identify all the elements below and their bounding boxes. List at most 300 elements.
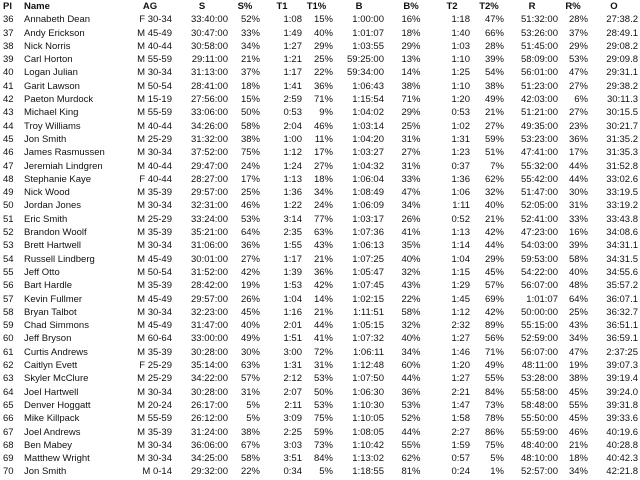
cell-b: 59:34:00 [347,67,384,79]
header-o: O [610,1,618,12]
cell-ag: M 15-19 [137,94,172,106]
header-t1-pct: T1% [306,1,327,12]
cell-pl: 48 [3,173,14,185]
cell-pl: 50 [3,200,14,212]
cell-t1-pct: 42% [313,280,333,292]
cell-r-pct: 31% [568,200,588,212]
header-b: B [355,1,363,12]
cell-b-pct: 44% [401,426,421,438]
cell-name: Nick Norris [24,40,71,52]
cell-t1: 3:51 [283,453,302,465]
cell-s: 28:27:00 [191,173,228,185]
cell-t2: 0:53 [451,107,470,119]
cell-t1: 2:35 [283,227,302,239]
cell-t2-pct: 69% [484,293,504,305]
cell-t2: 1:31 [451,133,470,145]
cell-s-pct: 5% [246,399,260,411]
cell-pl: 44 [3,120,14,132]
cell-s-pct: 64% [240,227,260,239]
cell-s-pct: 27% [240,253,260,265]
cell-b: 1:13:02 [352,453,384,465]
cell-ag: M 30-34 [137,200,172,212]
cell-o: 39:24.0 [606,386,638,398]
cell-t2-pct: 62% [484,173,504,185]
cell-t2-pct: 40% [484,200,504,212]
cell-t2-pct: 57% [484,280,504,292]
cell-s: 31:24:00 [191,426,228,438]
cell-o: 33:02.6 [606,173,638,185]
cell-r-pct: 43% [568,320,588,332]
cell-o: 27:38.2 [606,14,638,26]
cell-t2: 1:46 [451,346,470,358]
cell-pl: 49 [3,187,14,199]
header-s-pct: S% [237,1,253,12]
table-row [0,399,640,412]
table-row [0,439,640,452]
cell-t1: 1:17 [283,67,302,79]
cell-r-pct: 33% [568,213,588,225]
cell-t2-pct: 49% [484,94,504,106]
cell-ag: M 45-49 [137,293,172,305]
cell-t2: 1:10 [451,80,470,92]
cell-t1: 0:53 [283,107,302,119]
cell-name: Caitlyn Evett [24,360,78,372]
cell-r: 1:01:07 [526,293,558,305]
cell-r: 56:07:00 [521,346,558,358]
cell-t1-pct: 31% [313,360,333,372]
cell-t1-pct: 5% [319,466,333,478]
cell-name: Ben Mabey [24,439,73,451]
cell-b-pct: 38% [401,80,421,92]
cell-pl: 36 [3,14,14,26]
cell-s-pct: 37% [240,67,260,79]
cell-b-pct: 41% [401,227,421,239]
cell-r-pct: 39% [568,240,588,252]
cell-t2-pct: 42% [484,227,504,239]
cell-t2: 2:21 [451,386,470,398]
table-row [0,93,640,106]
cell-r-pct: 17% [568,147,588,159]
cell-s: 29:47:00 [191,160,228,172]
cell-t1: 3:03 [283,439,302,451]
cell-r: 55:58:00 [521,386,558,398]
cell-t1: 1:21 [283,54,302,66]
table-row [0,133,640,146]
cell-b-pct: 71% [401,94,421,106]
cell-s-pct: 53% [240,213,260,225]
table-row [0,27,640,40]
cell-pl: 47 [3,160,14,172]
cell-b-pct: 14% [401,67,421,79]
cell-t1-pct: 21% [313,253,333,265]
cell-t2-pct: 55% [484,373,504,385]
cell-ag: F 40-44 [139,173,172,185]
cell-r: 50:00:00 [521,306,558,318]
cell-b-pct: 55% [401,439,421,451]
cell-name: Bryan Talbot [24,306,77,318]
cell-t1: 1:04 [283,293,302,305]
cell-t1: 1:08 [283,14,302,26]
cell-b: 1:10:30 [352,399,384,411]
cell-t1-pct: 25% [313,54,333,66]
cell-t1-pct: 46% [313,120,333,132]
cell-s-pct: 22% [240,466,260,478]
cell-pl: 61 [3,346,14,358]
cell-name: Bart Hardle [24,280,73,292]
cell-b-pct: 58% [401,306,421,318]
cell-t2-pct: 49% [484,360,504,372]
table-row [0,146,640,159]
cell-name: Jeff Bryson [24,333,72,345]
table-row [0,412,640,425]
cell-t2: 1:03 [451,40,470,52]
cell-t1-pct: 40% [313,27,333,39]
cell-s: 29:11:00 [191,54,228,66]
cell-r: 55:59:00 [521,426,558,438]
table-row [0,80,640,93]
cell-t1-pct: 9% [319,107,333,119]
cell-t1-pct: 15% [313,14,333,26]
cell-name: Michael King [24,107,79,119]
cell-s: 29:57:00 [191,293,228,305]
cell-r: 53:26:00 [521,27,558,39]
cell-b-pct: 36% [401,386,421,398]
cell-t1-pct: 59% [313,426,333,438]
cell-t1-pct: 22% [313,67,333,79]
cell-ag: M 30-34 [137,147,172,159]
cell-t2-pct: 66% [484,27,504,39]
cell-s: 35:14:00 [191,360,228,372]
cell-b: 1:15:54 [352,94,384,106]
cell-name: Jeff Otto [24,266,60,278]
cell-name: Matthew Wright [24,453,90,465]
cell-name: Carl Horton [24,54,73,66]
table-row [0,386,640,399]
cell-t1: 3:14 [283,213,302,225]
cell-r: 51:21:00 [521,107,558,119]
cell-t2-pct: 32% [484,187,504,199]
table-row [0,465,640,478]
cell-name: Skyler McClure [24,373,89,385]
cell-r: 52:41:00 [521,213,558,225]
cell-t1: 0:34 [283,466,302,478]
cell-r-pct: 58% [568,253,588,265]
cell-s-pct: 58% [240,453,260,465]
cell-r: 48:11:00 [521,360,558,372]
cell-r-pct: 47% [568,346,588,358]
table-row [0,372,640,385]
cell-ag: F 25-29 [139,360,172,372]
cell-r: 58:48:00 [521,399,558,411]
cell-s-pct: 31% [240,386,260,398]
cell-r: 48:10:00 [521,453,558,465]
header-pl: Pl [3,1,12,12]
cell-t2: 1:23 [451,147,470,159]
cell-t1: 1:36 [283,187,302,199]
cell-ag: M 40-44 [137,40,172,52]
cell-b: 1:03:17 [352,213,384,225]
cell-o: 39:33.6 [606,413,638,425]
cell-r-pct: 21% [568,439,588,451]
cell-s: 31:06:00 [191,240,228,252]
cell-ag: M 45-49 [137,320,172,332]
cell-s: 35:21:00 [191,227,228,239]
cell-b-pct: 31% [401,133,421,145]
cell-o: 34:31.5 [606,253,638,265]
cell-t2: 0:52 [451,213,470,225]
cell-pl: 70 [3,466,14,478]
cell-t2: 1:47 [451,399,470,411]
cell-r-pct: 45% [568,386,588,398]
cell-r: 47:41:00 [521,147,558,159]
cell-r: 54:03:00 [521,240,558,252]
cell-r: 58:09:00 [521,54,558,66]
cell-s-pct: 38% [240,133,260,145]
cell-o: 40:42.3 [606,453,638,465]
cell-s-pct: 38% [240,426,260,438]
cell-t2: 1:36 [451,173,470,185]
cell-r-pct: 36% [568,133,588,145]
cell-s: 34:22:00 [191,373,228,385]
cell-b: 1:12:48 [352,360,384,372]
cell-r: 56:07:00 [521,280,558,292]
cell-o: 33:19.5 [606,187,638,199]
cell-b-pct: 40% [401,333,421,345]
cell-t2: 1:14 [451,240,470,252]
cell-t2-pct: 86% [484,426,504,438]
cell-t2-pct: 89% [484,320,504,332]
cell-b: 1:06:30 [352,386,384,398]
cell-t2-pct: 44% [484,240,504,252]
cell-s-pct: 45% [240,306,260,318]
cell-s-pct: 18% [240,80,260,92]
cell-t1: 1:41 [283,80,302,92]
cell-o: 42:21.8 [606,466,638,478]
cell-t1: 2:04 [283,120,302,132]
cell-t1: 2:25 [283,426,302,438]
cell-r-pct: 48% [568,280,588,292]
cell-b: 1:06:04 [352,173,384,185]
cell-t2: 1:04 [451,253,470,265]
cell-r-pct: 55% [568,399,588,411]
cell-r: 51:32:00 [521,14,558,26]
cell-o: 31:35.3 [606,147,638,159]
table-row [0,199,640,212]
cell-pl: 63 [3,373,14,385]
cell-t2: 1:59 [451,439,470,451]
cell-s-pct: 21% [240,54,260,66]
cell-r-pct: 40% [568,266,588,278]
cell-pl: 66 [3,413,14,425]
cell-r-pct: 18% [568,453,588,465]
cell-name: Garit Lawson [24,80,80,92]
cell-o: 34:31.1 [606,240,638,252]
cell-name: Brandon Woolf [24,227,87,239]
cell-o: 39:31.8 [606,399,638,411]
table-row [0,319,640,332]
cell-name: Eric Smith [24,213,68,225]
cell-t2: 2:32 [451,320,470,332]
cell-ag: M 55-59 [137,54,172,66]
cell-s-pct: 50% [240,107,260,119]
cell-b-pct: 29% [401,40,421,52]
header-t2: T2 [446,1,458,12]
cell-t1-pct: 75% [313,413,333,425]
header-ag: AG [142,1,158,12]
cell-s-pct: 57% [240,373,260,385]
table-row [0,213,640,226]
cell-name: Stephanie Kaye [24,173,92,185]
cell-r-pct: 53% [568,54,588,66]
cell-pl: 68 [3,439,14,451]
table-body [0,13,640,478]
cell-t1-pct: 43% [313,240,333,252]
cell-r-pct: 38% [568,373,588,385]
cell-r-pct: 28% [568,14,588,26]
cell-b: 1:06:09 [352,200,384,212]
cell-t1: 1:17 [283,253,302,265]
table-row [0,13,640,26]
header-name: Name [24,1,50,12]
cell-o: 33:43.8 [606,213,638,225]
cell-ag: M 50-54 [137,266,172,278]
header-b-pct: B% [403,1,419,12]
cell-t1: 1:51 [283,333,302,345]
cell-b-pct: 35% [401,240,421,252]
cell-s: 31:13:00 [191,67,228,79]
cell-s-pct: 30% [240,346,260,358]
cell-b: 1:07:50 [352,373,384,385]
cell-t2-pct: 84% [484,386,504,398]
cell-b: 1:11:51 [353,306,384,318]
cell-o: 30:11.3 [607,94,638,106]
cell-t2-pct: 39% [484,54,504,66]
cell-pl: 58 [3,306,14,318]
cell-b: 1:06:13 [352,240,384,252]
cell-ag: M 35-39 [137,426,172,438]
cell-s-pct: 40% [240,320,260,332]
cell-ag: M 35-39 [137,187,172,199]
cell-b-pct: 16% [401,14,421,26]
cell-o: 30:15.5 [606,107,638,119]
cell-b-pct: 52% [401,413,421,425]
cell-o: 31:35.2 [606,133,638,145]
cell-r: 47:23:00 [521,227,558,239]
cell-s: 34:26:00 [191,120,228,132]
cell-t2: 1:20 [451,94,470,106]
cell-b-pct: 32% [401,266,421,278]
cell-t2: 1:11 [452,200,470,212]
cell-b-pct: 47% [401,187,421,199]
cell-s-pct: 24% [240,160,260,172]
cell-r-pct: 46% [568,426,588,438]
cell-b-pct: 27% [401,147,421,159]
cell-s-pct: 46% [240,200,260,212]
cell-ag: M 25-29 [137,213,172,225]
cell-ag: M 30-34 [137,67,172,79]
cell-r-pct: 29% [568,40,588,52]
cell-r-pct: 27% [568,80,588,92]
header-t2-pct: T2% [479,1,499,12]
cell-r: 52:57:00 [521,466,558,478]
cell-t1: 1:53 [283,280,302,292]
cell-name: Andy Erickson [24,27,85,39]
cell-pl: 38 [3,40,14,52]
cell-ag: M 30-34 [137,240,172,252]
cell-b: 1:03:27 [352,147,384,159]
cell-b-pct: 62% [401,453,421,465]
cell-r-pct: 44% [568,173,588,185]
cell-r-pct: 25% [568,306,588,318]
cell-pl: 39 [3,54,14,66]
cell-t2-pct: 78% [484,413,504,425]
cell-t2-pct: 21% [484,107,504,119]
cell-t2: 1:15 [451,266,470,278]
cell-s: 26:17:00 [191,399,228,411]
cell-t1-pct: 44% [313,320,333,332]
cell-b-pct: 44% [401,373,421,385]
cell-t2: 2:27 [451,426,470,438]
cell-b: 1:03:14 [352,120,384,132]
cell-t2-pct: 27% [484,120,504,132]
cell-t1: 1:31 [283,360,302,372]
cell-b: 1:07:36 [352,227,384,239]
table-row [0,40,640,53]
cell-t1-pct: 53% [313,373,333,385]
cell-pl: 41 [3,80,14,92]
cell-b: 1:03:55 [352,40,384,52]
cell-b-pct: 22% [401,293,421,305]
cell-b-pct: 40% [401,253,421,265]
table-row [0,66,640,79]
cell-t1-pct: 11% [314,133,333,145]
cell-t2: 1:25 [451,67,470,79]
cell-s-pct: 52% [240,14,260,26]
cell-pl: 45 [3,133,14,145]
cell-t2-pct: 47% [484,14,504,26]
cell-pl: 53 [3,240,14,252]
cell-b: 1:00:00 [352,14,384,26]
cell-name: Joel Andrews [24,426,81,438]
cell-s: 33:40:00 [191,14,228,26]
cell-b: 1:04:20 [352,133,384,145]
cell-t1-pct: 36% [313,80,333,92]
cell-r: 55:42:00 [521,173,558,185]
cell-b: 1:06:11 [353,346,384,358]
cell-s: 30:58:00 [191,40,228,52]
cell-name: Paeton Murdock [24,94,94,106]
cell-t1: 1:00 [283,133,302,145]
cell-r: 55:50:00 [521,413,558,425]
cell-s: 31:52:00 [191,266,228,278]
cell-pl: 43 [3,107,14,119]
cell-t2-pct: 56% [484,333,504,345]
cell-b-pct: 60% [401,360,421,372]
cell-o: 40:28.8 [606,439,638,451]
cell-s: 30:01:00 [191,253,228,265]
cell-r: 59:53:00 [521,253,558,265]
cell-o: 29:09.8 [606,54,638,66]
cell-b: 1:10:05 [352,413,384,425]
cell-s-pct: 49% [240,333,260,345]
cell-r-pct: 19% [568,360,588,372]
cell-b-pct: 29% [401,107,421,119]
cell-r-pct: 27% [568,107,588,119]
cell-t1: 1:39 [283,266,302,278]
cell-s-pct: 67% [240,439,260,451]
cell-t1: 1:13 [283,173,302,185]
cell-s: 31:32:00 [191,133,228,145]
